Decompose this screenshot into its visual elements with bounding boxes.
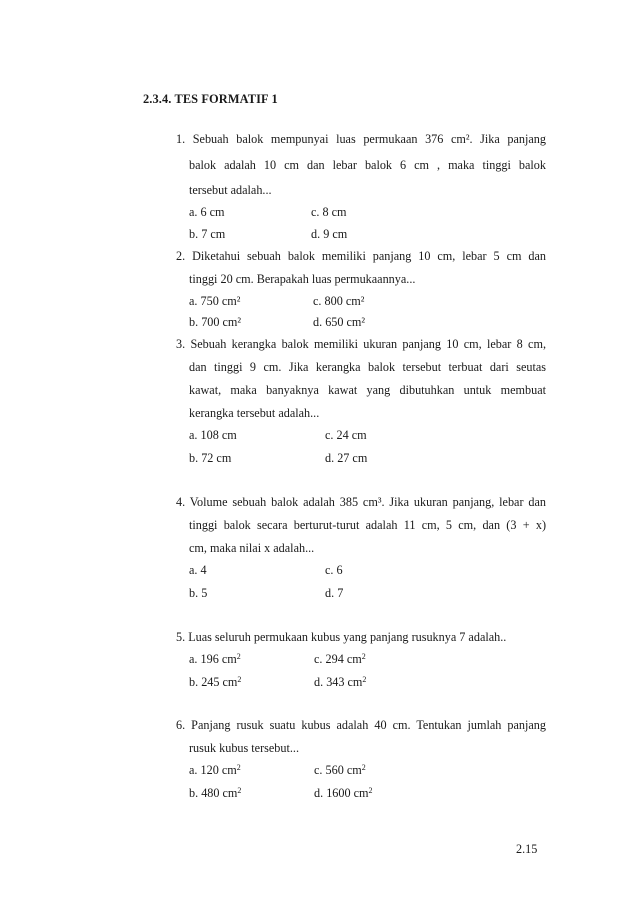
q4-option-d: d. 7 (325, 586, 344, 600)
q2-option-c: c. 800 cm² (313, 294, 365, 308)
section-heading: 2.3.4. TES FORMATIF 1 (143, 92, 278, 106)
q1-option-b: b. 7 cm (189, 227, 226, 241)
q4-line-2: tinggi balok secara berturut-turut adalah 11 cm, 5 cm, dan (3 + x) (189, 518, 546, 532)
q3-option-a: a. 108 cm (189, 428, 237, 442)
q2-option-b: b. 700 cm² (189, 315, 242, 329)
q1-line-2: balok adalah 10 cm dan lebar balok 6 cm , maka tinggi balok (189, 158, 546, 172)
q4-option-c: c. 6 (325, 563, 343, 577)
q2-line-2: tinggi 20 cm. Berapakah luas permukaannya... (189, 272, 416, 286)
q2-line-1: 2. Diketahui sebuah balok memiliki panjang 10 cm, lebar 5 cm dan (176, 249, 546, 263)
q1-option-d: d. 9 cm (311, 227, 348, 241)
q2-option-d: d. 650 cm² (313, 315, 366, 329)
q5-option-c: c. 294 $cm^2$ (314, 652, 366, 666)
q5-line-1: 5. Luas seluruh permukaan kubus yang panjang rusuknya 7 adalah.. (176, 630, 507, 644)
q6-option-a: a. 120 $cm^2$ (189, 763, 241, 777)
q5-option-a: a. 196 $cm^2$ (189, 652, 241, 666)
q1-option-a: a. 6 cm (189, 205, 225, 219)
q3-line-3: kawat, maka banyaknya kawat yang dibutuhkan untuk membuat (189, 383, 546, 397)
q3-option-d: d. 27 cm (325, 451, 368, 465)
page-number: 2.15 (516, 842, 538, 856)
q3-option-c: c. 24 cm (325, 428, 367, 442)
q4-line-3: cm, maka nilai x adalah... (189, 541, 315, 555)
q1-line-3: tersebut adalah... (189, 183, 272, 197)
q5-option-b: b. 245 $cm^2$ (189, 675, 242, 689)
q3-line-4: kerangka tersebut adalah... (189, 406, 320, 420)
q4-option-b: b. 5 (189, 586, 208, 600)
q1-line-1: 1. Sebuah balok mempunyai luas permukaan 376 cm². Jika panjang (176, 132, 546, 146)
q6-option-c: c. 560 $cm^2$ (314, 763, 366, 777)
q6-option-d: d. 1600 $cm^2$ (314, 786, 373, 800)
q4-option-a: a. 4 (189, 563, 207, 577)
q5-option-d: d. 343 $cm^2$ (314, 675, 367, 689)
q3-line-1: 3. Sebuah kerangka balok memiliki ukuran panjang 10 cm, lebar 8 cm, (176, 337, 546, 351)
q1-option-c: c. 8 cm (311, 205, 347, 219)
q6-line-1: 6. Panjang rusuk suatu kubus adalah 40 cm. Tentukan jumlah panjang (176, 718, 546, 732)
q3-option-b: b. 72 cm (189, 451, 232, 465)
q2-option-a: a. 750 cm² (189, 294, 241, 308)
q6-option-b: b. 480 $cm^2$ (189, 786, 242, 800)
q6-line-2: rusuk kubus tersebut... (189, 741, 300, 755)
q3-line-2: dan tinggi 9 cm. Jika kerangka balok tersebut terbuat dari seutas (189, 360, 546, 374)
q4-line-1: 4. Volume sebuah balok adalah 385 cm³. Jika ukuran panjang, lebar dan (176, 495, 546, 509)
